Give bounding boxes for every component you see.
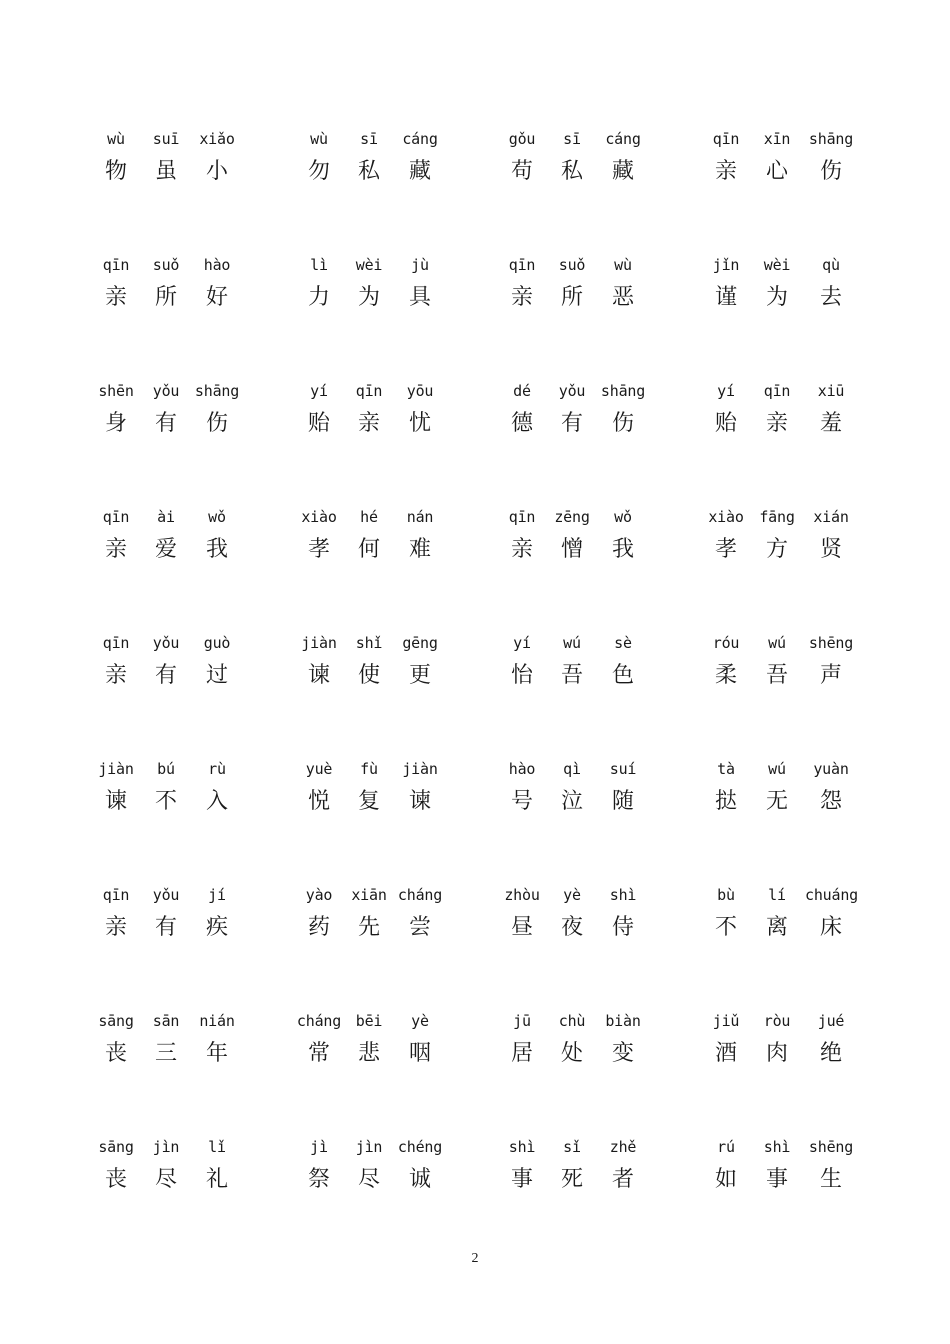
- pinyin-text: cáng: [402, 130, 438, 148]
- hanzi-character: 无: [765, 789, 788, 814]
- hanzi-character: 过: [205, 663, 228, 688]
- pinyin-text: yǒu: [152, 382, 180, 400]
- pinyin-text: chuáng: [805, 886, 858, 904]
- hanzi-character: 羞: [819, 411, 842, 436]
- pinyin-text: cáng: [605, 130, 641, 148]
- hanzi-character: 怨: [819, 789, 842, 814]
- pinyin-text: qīn: [508, 256, 536, 274]
- hanzi-character: 疾: [205, 915, 228, 940]
- hanzi-character: 何: [357, 537, 380, 562]
- hanzi-character: 悦: [307, 789, 330, 814]
- verse-phrase: [90, 130, 250, 230]
- hanzi-character: 侍: [611, 915, 634, 940]
- hanzi-character: 礼: [205, 1167, 228, 1192]
- hanzi-character: 尝: [408, 915, 431, 940]
- verse-phrase: [90, 1012, 250, 1112]
- pinyin-text: dé: [513, 382, 531, 400]
- pinyin-text: nián: [199, 1012, 235, 1030]
- hanzi-character: 泣: [560, 789, 583, 814]
- pinyin-text: lì: [310, 256, 328, 274]
- hanzi-character: 孝: [307, 537, 330, 562]
- hanzi-character: 物: [104, 159, 127, 184]
- hanzi-character: 如: [714, 1167, 737, 1192]
- pinyin-text: jǐn: [712, 256, 740, 274]
- hanzi-character: 柔: [714, 663, 737, 688]
- pinyin-text: wú: [563, 634, 581, 652]
- pinyin-text: wǒ: [208, 508, 226, 526]
- verse-phrase: [700, 508, 860, 608]
- hanzi-character: 祭: [307, 1167, 330, 1192]
- pinyin-text: shāng: [600, 382, 646, 400]
- verse-row: [0, 130, 950, 240]
- hanzi-character: 力: [307, 285, 330, 310]
- pinyin-text: jué: [817, 1012, 845, 1030]
- hanzi-character: 爱: [154, 537, 177, 562]
- verse-phrase: [293, 256, 453, 356]
- pinyin-text: bú: [157, 760, 175, 778]
- hanzi-character: 伤: [611, 411, 634, 436]
- pinyin-text: chù: [558, 1012, 586, 1030]
- hanzi-character: 复: [357, 789, 380, 814]
- hanzi-character: 离: [765, 915, 788, 940]
- pinyin-text: nán: [406, 508, 434, 526]
- hanzi-character: 孝: [714, 537, 737, 562]
- hanzi-character: 尽: [357, 1167, 380, 1192]
- pinyin-text: shì: [609, 886, 637, 904]
- verse-phrase: [700, 1012, 860, 1112]
- pinyin-text: hào: [203, 256, 231, 274]
- verse-phrase: [293, 1138, 453, 1238]
- hanzi-character: 去: [819, 285, 842, 310]
- hanzi-character: 吾: [765, 663, 788, 688]
- hanzi-character: 我: [205, 537, 228, 562]
- hanzi-character: 肉: [765, 1041, 788, 1066]
- pinyin-text: xián: [813, 508, 849, 526]
- hanzi-character: 德: [510, 411, 533, 436]
- pinyin-text: sān: [152, 1012, 180, 1030]
- pinyin-text: biàn: [605, 1012, 641, 1030]
- verse-phrase: [90, 256, 250, 356]
- verse-phrase: [293, 760, 453, 860]
- hanzi-character: 三: [154, 1041, 177, 1066]
- hanzi-character: 处: [560, 1041, 583, 1066]
- pinyin-text: sī: [360, 130, 378, 148]
- verse-phrase: [700, 760, 860, 860]
- hanzi-character: 怡: [510, 663, 533, 688]
- pinyin-text: wèi: [763, 256, 791, 274]
- hanzi-character: 伤: [819, 159, 842, 184]
- pinyin-text: xiān: [351, 886, 387, 904]
- pinyin-text: suí: [609, 760, 637, 778]
- verse-row: [0, 1012, 950, 1122]
- pinyin-text: fù: [360, 760, 378, 778]
- pinyin-text: bù: [717, 886, 735, 904]
- hanzi-character: 有: [154, 663, 177, 688]
- hanzi-character: 所: [154, 285, 177, 310]
- hanzi-character: 亲: [510, 537, 533, 562]
- pinyin-text: hào: [508, 760, 536, 778]
- verse-phrase: [496, 508, 656, 608]
- verse-phrase: [700, 1138, 860, 1238]
- pinyin-text: fāng: [759, 508, 795, 526]
- hanzi-character: 绝: [819, 1041, 842, 1066]
- verse-phrase: [496, 256, 656, 356]
- pinyin-text: yuàn: [813, 760, 849, 778]
- pinyin-text: wèi: [355, 256, 383, 274]
- pinyin-text: sǐ: [563, 1138, 581, 1156]
- hanzi-character: 酒: [714, 1041, 737, 1066]
- pinyin-text: qù: [822, 256, 840, 274]
- pinyin-text: lí: [768, 886, 786, 904]
- hanzi-character: 谏: [307, 663, 330, 688]
- hanzi-character: 夜: [560, 915, 583, 940]
- pinyin-text: jiàn: [98, 760, 134, 778]
- pinyin-text: chéng: [397, 1138, 443, 1156]
- pinyin-text: shì: [763, 1138, 791, 1156]
- verse-phrase: [90, 382, 250, 482]
- hanzi-character: 谏: [104, 789, 127, 814]
- hanzi-character: 事: [510, 1167, 533, 1192]
- pinyin-text: gǒu: [508, 130, 536, 148]
- hanzi-character: 者: [611, 1167, 634, 1192]
- hanzi-character: 亲: [104, 915, 127, 940]
- hanzi-character: 不: [154, 789, 177, 814]
- hanzi-character: 私: [357, 159, 380, 184]
- hanzi-character: 虽: [154, 159, 177, 184]
- pinyin-text: shēn: [98, 382, 134, 400]
- pinyin-text: qīn: [102, 886, 130, 904]
- hanzi-character: 更: [408, 663, 431, 688]
- hanzi-character: 好: [205, 285, 228, 310]
- verse-row: [0, 382, 950, 492]
- verse-row: [0, 886, 950, 996]
- hanzi-character: 亲: [357, 411, 380, 436]
- verse-phrase: [90, 1138, 250, 1238]
- hanzi-character: 诚: [408, 1167, 431, 1192]
- pinyin-text: wú: [768, 760, 786, 778]
- pinyin-text: suǒ: [558, 256, 586, 274]
- pinyin-text: yǒu: [558, 382, 586, 400]
- pinyin-text: yuè: [305, 760, 333, 778]
- pinyin-text: gēng: [402, 634, 438, 652]
- hanzi-character: 咽: [408, 1041, 431, 1066]
- hanzi-character: 有: [154, 915, 177, 940]
- verse-phrase: [293, 634, 453, 734]
- pinyin-text: jiàn: [402, 760, 438, 778]
- hanzi-character: 亲: [104, 663, 127, 688]
- hanzi-character: 亲: [104, 537, 127, 562]
- hanzi-character: 心: [765, 159, 788, 184]
- pinyin-text: qīn: [102, 256, 130, 274]
- hanzi-character: 为: [357, 285, 380, 310]
- pinyin-text: rú: [717, 1138, 735, 1156]
- pinyin-text: shāng: [194, 382, 240, 400]
- verse-phrase: [700, 382, 860, 482]
- verse-phrase: [293, 382, 453, 482]
- hanzi-character: 年: [205, 1041, 228, 1066]
- verse-phrase: [293, 1012, 453, 1112]
- hanzi-character: 药: [307, 915, 330, 940]
- hanzi-character: 先: [357, 915, 380, 940]
- verse-phrase: [496, 1012, 656, 1112]
- hanzi-character: 具: [408, 285, 431, 310]
- verse-row: [0, 256, 950, 366]
- verse-phrase: [496, 1138, 656, 1238]
- hanzi-character: 亲: [714, 159, 737, 184]
- pinyin-text: yōu: [406, 382, 434, 400]
- pinyin-text: shēng: [808, 1138, 854, 1156]
- hanzi-character: 小: [205, 159, 228, 184]
- pinyin-text: jiàn: [301, 634, 337, 652]
- hanzi-character: 变: [611, 1041, 634, 1066]
- pinyin-text: xiào: [708, 508, 744, 526]
- hanzi-character: 贻: [307, 411, 330, 436]
- hanzi-character: 生: [819, 1167, 842, 1192]
- hanzi-character: 入: [205, 789, 228, 814]
- hanzi-character: 亲: [104, 285, 127, 310]
- hanzi-character: 憎: [560, 537, 583, 562]
- hanzi-character: 为: [765, 285, 788, 310]
- pinyin-text: guò: [203, 634, 231, 652]
- hanzi-character: 丧: [104, 1041, 127, 1066]
- hanzi-character: 不: [714, 915, 737, 940]
- hanzi-character: 昼: [510, 915, 533, 940]
- hanzi-character: 贤: [819, 537, 842, 562]
- pinyin-text: jìn: [355, 1138, 383, 1156]
- hanzi-character: 尽: [154, 1167, 177, 1192]
- pinyin-text: jì: [310, 1138, 328, 1156]
- pinyin-text: cháng: [397, 886, 443, 904]
- pinyin-text: qīn: [102, 508, 130, 526]
- hanzi-character: 难: [408, 537, 431, 562]
- pinyin-text: yào: [305, 886, 333, 904]
- hanzi-character: 吾: [560, 663, 583, 688]
- pinyin-text: lǐ: [208, 1138, 226, 1156]
- hanzi-character: 身: [104, 411, 127, 436]
- hanzi-character: 号: [510, 789, 533, 814]
- pinyin-text: ròu: [763, 1012, 791, 1030]
- pinyin-text: wù: [614, 256, 632, 274]
- pinyin-text: wù: [107, 130, 125, 148]
- hanzi-character: 亲: [510, 285, 533, 310]
- hanzi-character: 悲: [357, 1041, 380, 1066]
- pinyin-text: jí: [208, 886, 226, 904]
- pinyin-text: jìn: [152, 1138, 180, 1156]
- verse-phrase: [496, 130, 656, 230]
- pinyin-text: qīn: [102, 634, 130, 652]
- hanzi-character: 私: [560, 159, 583, 184]
- pinyin-text: wǒ: [614, 508, 632, 526]
- pinyin-text: xiū: [817, 382, 845, 400]
- pinyin-text: jū: [513, 1012, 531, 1030]
- pinyin-text: yǒu: [152, 634, 180, 652]
- pinyin-text: qīn: [712, 130, 740, 148]
- pinyin-text: shǐ: [355, 634, 383, 652]
- hanzi-character: 勿: [307, 159, 330, 184]
- pinyin-text: qīn: [763, 382, 791, 400]
- pinyin-text: sī: [563, 130, 581, 148]
- pinyin-text: sè: [614, 634, 632, 652]
- pinyin-text: ài: [157, 508, 175, 526]
- verse-phrase: [293, 508, 453, 608]
- hanzi-character: 贻: [714, 411, 737, 436]
- verse-row: [0, 760, 950, 870]
- verse-phrase: [90, 508, 250, 608]
- pinyin-text: yǒu: [152, 886, 180, 904]
- pinyin-text: sāng: [98, 1012, 134, 1030]
- pinyin-text: sāng: [98, 1138, 134, 1156]
- hanzi-character: 藏: [408, 159, 431, 184]
- verse-phrase: [700, 886, 860, 986]
- pinyin-text: qīn: [508, 508, 536, 526]
- verse-phrase: [90, 886, 250, 986]
- hanzi-character: 死: [560, 1167, 583, 1192]
- hanzi-character: 色: [611, 663, 634, 688]
- pinyin-text: jù: [411, 256, 429, 274]
- hanzi-character: 有: [154, 411, 177, 436]
- hanzi-character: 床: [819, 915, 842, 940]
- pinyin-text: yí: [513, 634, 531, 652]
- verse-phrase: [496, 382, 656, 482]
- page-number: 2: [471, 1251, 479, 1266]
- pinyin-text: zēng: [554, 508, 590, 526]
- pinyin-text: cháng: [296, 1012, 342, 1030]
- pinyin-text: yí: [310, 382, 328, 400]
- hanzi-character: 忧: [408, 411, 431, 436]
- hanzi-character: 方: [765, 537, 788, 562]
- verse-phrase: [293, 886, 453, 986]
- pinyin-text: bēi: [355, 1012, 383, 1030]
- pinyin-text: róu: [712, 634, 740, 652]
- hanzi-character: 事: [765, 1167, 788, 1192]
- hanzi-character: 亲: [765, 411, 788, 436]
- hanzi-character: 常: [307, 1041, 330, 1066]
- pinyin-text: xiào: [301, 508, 337, 526]
- pinyin-text: yè: [411, 1012, 429, 1030]
- verse-phrase: [700, 130, 860, 230]
- pinyin-text: shì: [508, 1138, 536, 1156]
- hanzi-character: 使: [357, 663, 380, 688]
- pinyin-text: yí: [717, 382, 735, 400]
- pinyin-text: wú: [768, 634, 786, 652]
- verse-row: [0, 508, 950, 618]
- hanzi-character: 谏: [408, 789, 431, 814]
- pinyin-text: qīn: [355, 382, 383, 400]
- pinyin-text: yè: [563, 886, 581, 904]
- hanzi-character: 伤: [205, 411, 228, 436]
- pinyin-text: hé: [360, 508, 378, 526]
- pinyin-text: suī: [152, 130, 180, 148]
- verse-phrase: [700, 634, 860, 734]
- verse-phrase: [496, 634, 656, 734]
- pinyin-text: zhě: [609, 1138, 637, 1156]
- hanzi-character: 丧: [104, 1167, 127, 1192]
- hanzi-character: 所: [560, 285, 583, 310]
- verse-phrase: [496, 760, 656, 860]
- hanzi-character: 随: [611, 789, 634, 814]
- hanzi-character: 苟: [510, 159, 533, 184]
- hanzi-character: 居: [510, 1041, 533, 1066]
- hanzi-character: 有: [560, 411, 583, 436]
- hanzi-character: 声: [819, 663, 842, 688]
- pinyin-text: xiǎo: [199, 130, 235, 148]
- pinyin-text: rù: [208, 760, 226, 778]
- verse-phrase: [90, 760, 250, 860]
- pinyin-text: qì: [563, 760, 581, 778]
- hanzi-character: 我: [611, 537, 634, 562]
- pinyin-text: xīn: [763, 130, 791, 148]
- pinyin-text: tà: [717, 760, 735, 778]
- pinyin-text: zhòu: [504, 886, 540, 904]
- hanzi-character: 谨: [714, 285, 737, 310]
- hanzi-character: 藏: [611, 159, 634, 184]
- hanzi-character: 挞: [714, 789, 737, 814]
- pinyin-text: shēng: [808, 634, 854, 652]
- verse-phrase: [90, 634, 250, 734]
- hanzi-character: 恶: [611, 285, 634, 310]
- verse-phrase: [700, 256, 860, 356]
- verse-row: [0, 634, 950, 744]
- verse-phrase: [496, 886, 656, 986]
- pinyin-text: shāng: [808, 130, 854, 148]
- pinyin-text: jiǔ: [712, 1012, 740, 1030]
- verse-row: [0, 1138, 950, 1248]
- pinyin-text: suǒ: [152, 256, 180, 274]
- verse-phrase: [293, 130, 453, 230]
- pinyin-text: wù: [310, 130, 328, 148]
